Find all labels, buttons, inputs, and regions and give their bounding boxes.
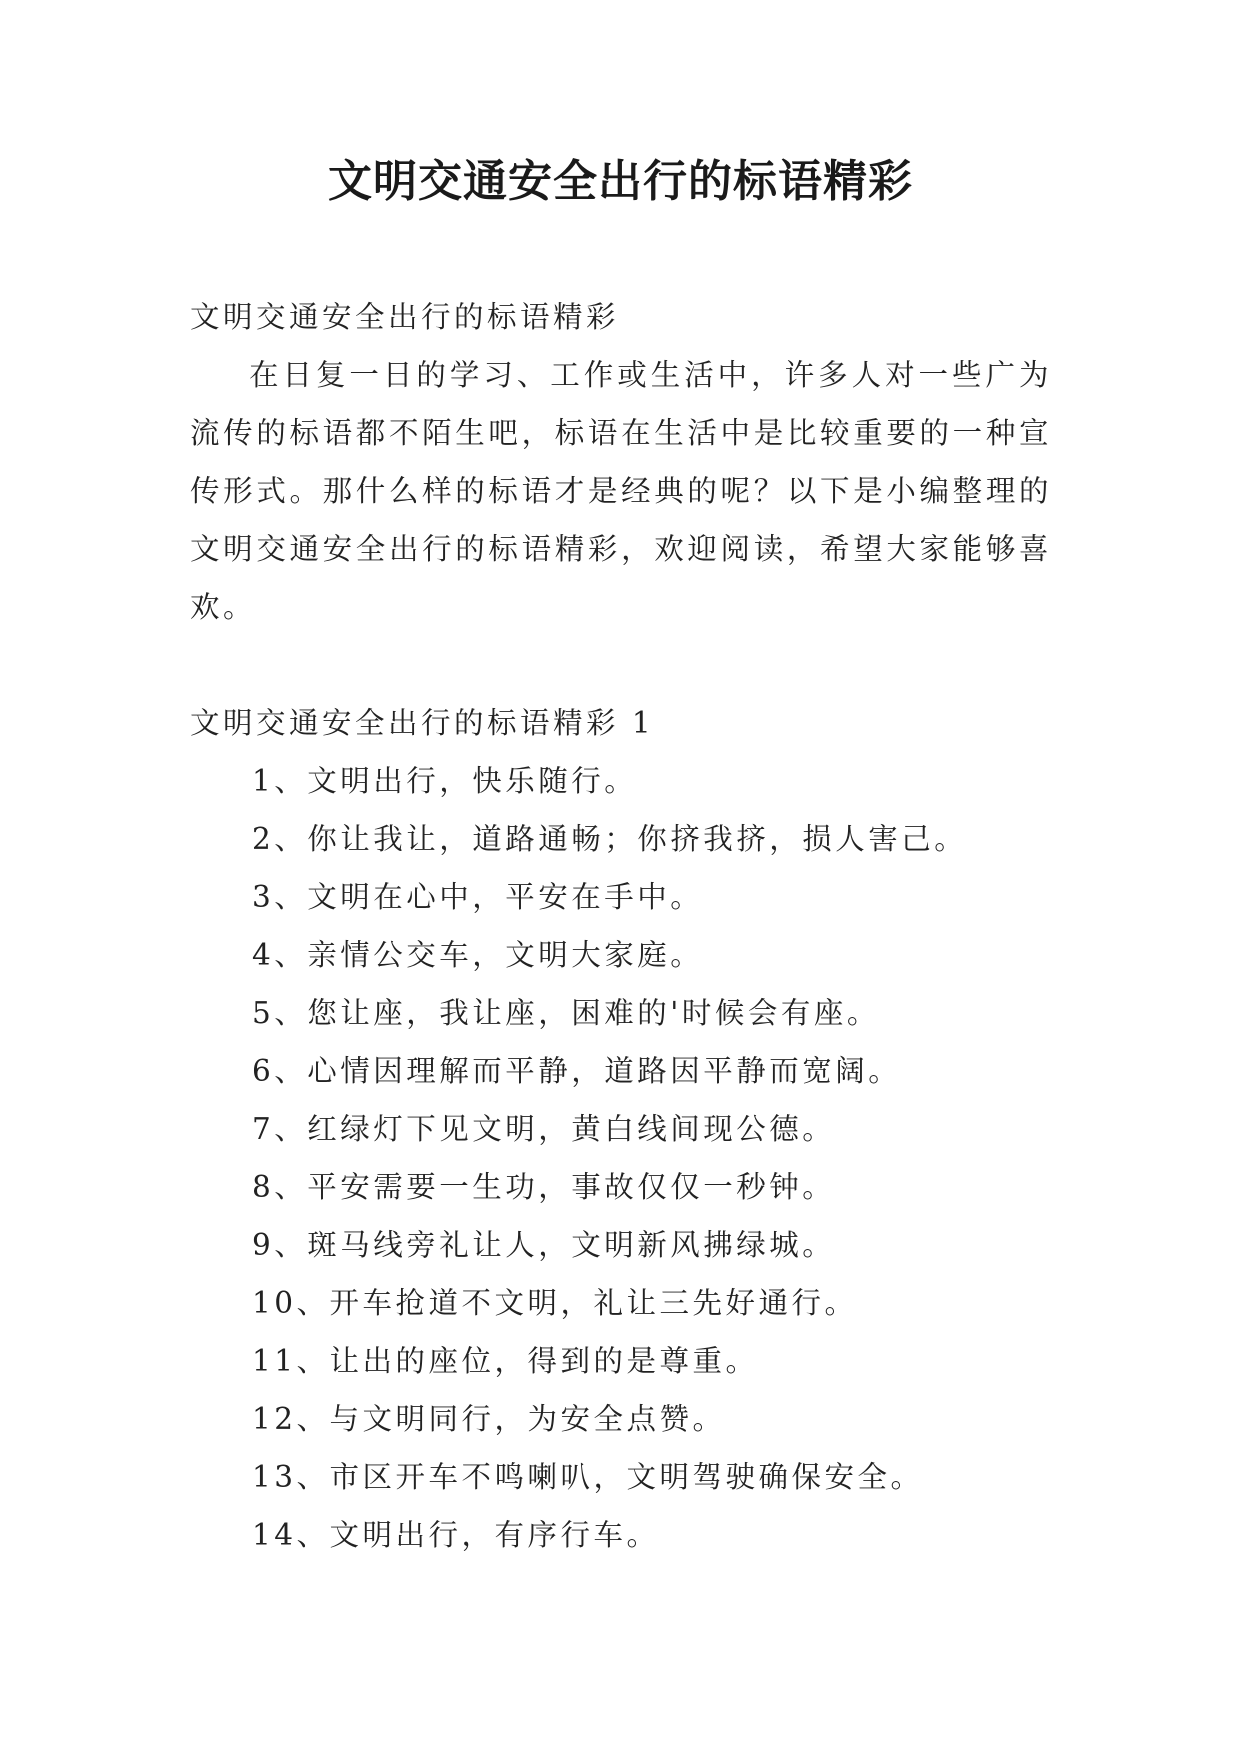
slogan-item: 1、文明出行，快乐随行。 xyxy=(252,764,638,798)
slogan-item: 6、心情因理解而平静，道路因平静而宽阔。 xyxy=(252,1054,902,1088)
slogan-item: 14、文明出行，有序行车。 xyxy=(252,1518,660,1552)
paragraph-gap xyxy=(190,636,1052,694)
slogan-item: 7、红绿灯下见文明，黄白线间现公德。 xyxy=(252,1112,836,1146)
slogan-item: 13、市区开车不鸣喇叭，文明驾驶确保安全。 xyxy=(252,1460,924,1494)
slogan-item: 9、斑马线旁礼让人，文明新风拂绿城。 xyxy=(252,1228,836,1262)
intro-paragraph: 在日复一日的学习、工作或生活中，许多人对一些广为流传的标语都不陌生吧，标语在生活中是比较重要的一种宣传形式。那什么样的标语才是经典的呢？以下是小编整理的文明交通安全出行的标语精彩，欢迎阅读，希望大家能够喜欢。 xyxy=(190,358,1052,624)
slogan-item: 12、与文明同行，为安全点赞。 xyxy=(252,1402,726,1436)
document-subtitle: 文明交通安全出行的标语精彩 xyxy=(190,300,620,334)
slogan-item: 4、亲情公交车，文明大家庭。 xyxy=(252,938,704,972)
slogan-list xyxy=(190,752,1052,1564)
section-heading: 文明交通安全出行的标语精彩 1 xyxy=(190,706,655,740)
slogan-item: 5、您让座，我让座，困难的'时候会有座。 xyxy=(252,996,880,1030)
slogan-item: 2、你让我让，道路通畅；你挤我挤，损人害己。 xyxy=(252,822,968,856)
document-title: 文明交通安全出行的标语精彩 xyxy=(328,156,913,207)
slogan-item: 3、文明在心中，平安在手中。 xyxy=(252,880,704,914)
slogan-item: 11、让出的座位，得到的是尊重。 xyxy=(252,1344,759,1378)
slogan-item: 10、开车抢道不文明，礼让三先好通行。 xyxy=(252,1286,858,1320)
document-body xyxy=(190,288,1052,1564)
slogan-item: 8、平安需要一生功，事故仅仅一秒钟。 xyxy=(252,1170,836,1204)
